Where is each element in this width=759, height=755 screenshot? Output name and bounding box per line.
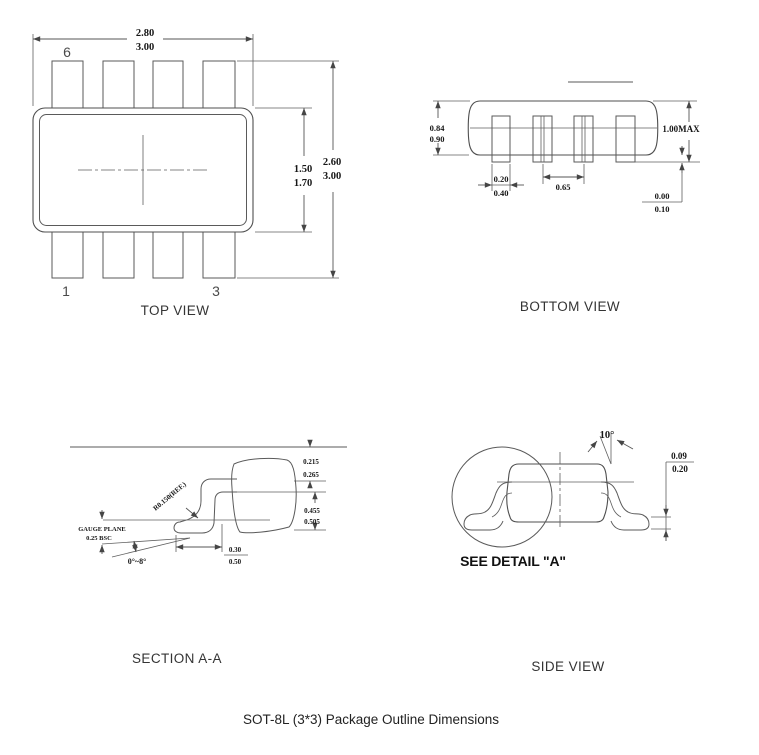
top-view-pin bbox=[103, 61, 134, 108]
dim-gap-max: 0.20 bbox=[672, 464, 688, 474]
section-aa-view bbox=[70, 440, 347, 666]
gauge-plane-label: GAUGE PLANE bbox=[78, 526, 126, 533]
dim-overall-min: 2.60 bbox=[322, 157, 342, 168]
top-view-pin bbox=[52, 232, 83, 278]
package-body-outline bbox=[507, 464, 608, 522]
dim-standoff-max: 0.10 bbox=[654, 204, 670, 214]
dim-width-min: 2.80 bbox=[135, 28, 155, 39]
side-view bbox=[452, 430, 694, 674]
dim-lead-max: 0.40 bbox=[493, 188, 509, 198]
see-detail-label: SEE DETAIL "A" bbox=[460, 553, 566, 569]
tilt-angle-label: 10° bbox=[599, 430, 615, 441]
dim-a-min: 0.215 bbox=[303, 458, 319, 466]
detail-a-circle bbox=[452, 447, 552, 547]
top-view-pin bbox=[153, 61, 183, 108]
dim-a-max: 0.265 bbox=[303, 471, 319, 479]
top-view-pin bbox=[103, 232, 134, 278]
pin-number-1: 1 bbox=[62, 283, 70, 299]
top-view-label: TOP VIEW bbox=[140, 303, 210, 318]
top-view-pin bbox=[52, 61, 83, 108]
lead-angle-label: 0°~8° bbox=[127, 557, 147, 566]
left-lead-profile bbox=[464, 482, 512, 530]
dim-overall-max: 3.00 bbox=[322, 171, 342, 182]
top-view-pin bbox=[203, 61, 235, 108]
gauge-offset-label: 0.25 BSC bbox=[86, 535, 112, 542]
side-view-label: SIDE VIEW bbox=[531, 659, 605, 674]
top-view-pin bbox=[203, 232, 235, 278]
dim-body-max: 1.70 bbox=[293, 178, 313, 189]
bottom-view-label: BOTTOM VIEW bbox=[519, 299, 621, 314]
dim-foot-max: 0.50 bbox=[228, 558, 242, 566]
section-aa-label: SECTION A-A bbox=[132, 651, 222, 666]
pin-number-3: 3 bbox=[212, 283, 220, 299]
dim-gap-min: 0.09 bbox=[671, 451, 687, 461]
top-view-pin bbox=[153, 232, 183, 278]
figure-caption: SOT-8L (3*3) Package Outline Dimensions bbox=[242, 712, 500, 727]
lead-cross-section bbox=[232, 458, 297, 532]
dim-b-min: 0.455 bbox=[304, 507, 320, 515]
dim-pitch: 0.65 bbox=[555, 182, 571, 192]
dim-standoff-min: 0.00 bbox=[654, 191, 670, 201]
top-view bbox=[33, 28, 341, 318]
dim-foot-min: 0.30 bbox=[228, 546, 242, 554]
dim-max-height: 1.00MAX bbox=[662, 124, 700, 134]
dim-width-max: 3.00 bbox=[135, 42, 155, 53]
dim-body-min: 1.50 bbox=[293, 164, 313, 175]
dim-lead-min: 0.20 bbox=[493, 174, 509, 184]
dim-b-max: 0.505 bbox=[304, 518, 320, 526]
bottom-view bbox=[430, 82, 701, 314]
dim-thick-max: 0.90 bbox=[429, 134, 445, 144]
radius-ref-label: R0.150(REF.) bbox=[151, 480, 188, 513]
dim-thick-min: 0.84 bbox=[429, 123, 445, 133]
pin-number-6: 6 bbox=[63, 44, 71, 60]
